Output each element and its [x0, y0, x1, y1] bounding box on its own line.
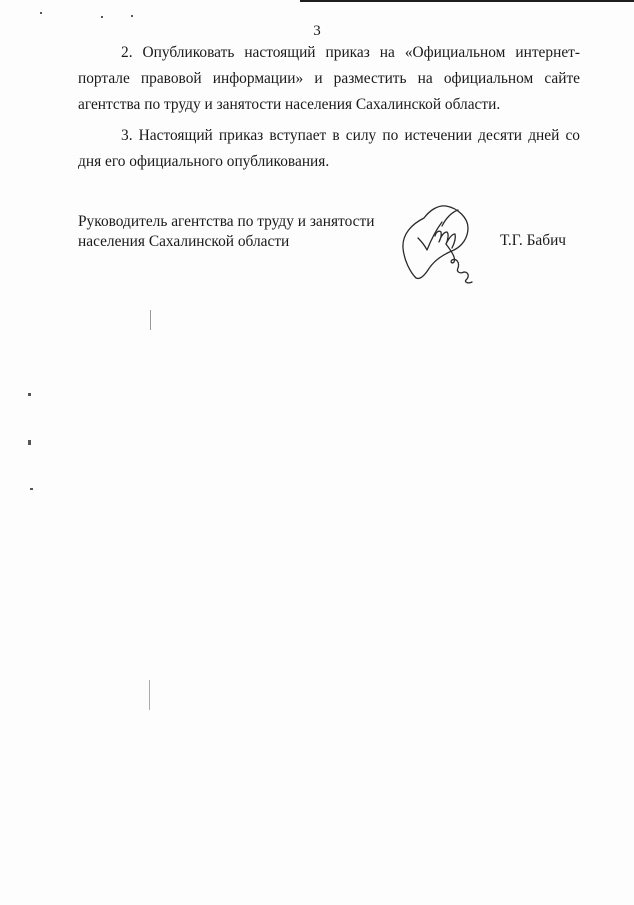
- scan-speck: [28, 393, 31, 396]
- scan-speck: [30, 488, 33, 490]
- scan-mark: [149, 680, 150, 710]
- paragraph-entry-into-force: 3. Настоящий приказ вступает в силу по истечении десяти дней со дня его официального опубликования.: [78, 127, 580, 170]
- scan-speck: [28, 440, 31, 445]
- paragraph-publication: 2. Опубликовать настоящий приказ на «Официальном интернет-портале правовой информации» и разместить на официальном сайте агентства по труду и занятости населения Сахалинской области.: [78, 44, 580, 113]
- scan-speck: [131, 15, 133, 17]
- scan-speck: [40, 12, 42, 14]
- scan-mark: [150, 310, 151, 330]
- signatory-name: Т.Г. Бабич: [500, 232, 567, 249]
- signatory-position: [78, 212, 378, 252]
- position-line: населения Сахалинской области: [78, 233, 290, 250]
- page-number: 3: [313, 23, 321, 39]
- scan-edge-line: [300, 0, 634, 2]
- position-line: Руководитель агентства по труду и занятости: [78, 213, 375, 230]
- scan-speck: [101, 16, 103, 18]
- handwritten-signature: [394, 198, 490, 294]
